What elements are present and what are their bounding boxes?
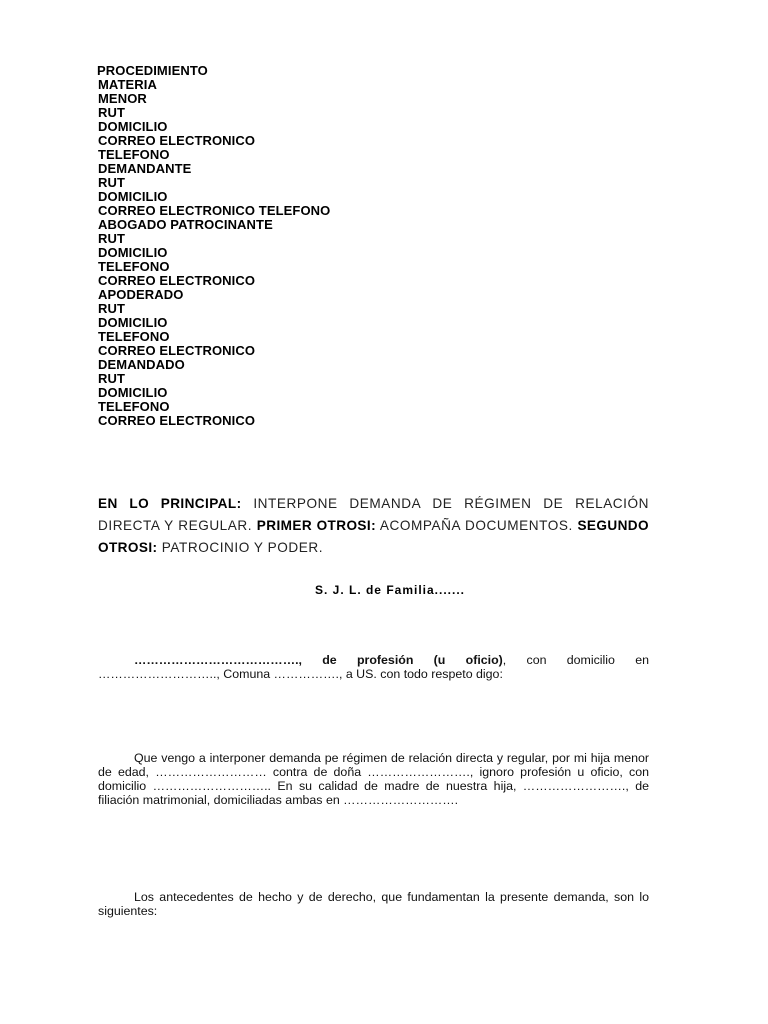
caption-line: CORREO ELECTRONICO bbox=[98, 273, 256, 288]
caption-line: RUT bbox=[98, 175, 126, 190]
caption-line: RUT bbox=[98, 301, 126, 316]
caption-line: PROCEDIMIENTO bbox=[97, 63, 208, 78]
caption-line: TELEFONO bbox=[98, 399, 170, 414]
caption-line: CORREO ELECTRONICO bbox=[98, 133, 256, 148]
paragraph-introduction bbox=[98, 653, 649, 681]
caption-line: DEMANDADO bbox=[98, 357, 185, 372]
caption-line: DOMICILIO bbox=[98, 189, 168, 204]
caption-line: TELEFONO bbox=[98, 259, 170, 274]
caption-line: RUT bbox=[98, 231, 126, 246]
court-addressee: S. J. L. de Familia....... bbox=[314, 583, 466, 597]
segundo-otrosi-text: PATROCINIO Y PODER. bbox=[157, 540, 324, 555]
caption-line: DOMICILIO bbox=[98, 245, 168, 260]
case-caption-list bbox=[98, 64, 498, 428]
caption-line: DOMICILIO bbox=[98, 385, 168, 400]
caption-line: RUT bbox=[98, 105, 126, 120]
sumilla-block bbox=[98, 493, 649, 559]
plaintiff-name-blank: …………………………………., bbox=[134, 653, 302, 667]
caption-line: DOMICILIO bbox=[98, 315, 168, 330]
segundo-otrosi-label: SEGUNDO OTROSI: bbox=[98, 518, 649, 555]
caption-line: APODERADO bbox=[98, 287, 184, 302]
caption-line: MENOR bbox=[98, 91, 147, 106]
introduction-rest: , con domicilio en ……………………….., Comuna ……………., a US. con todo respeto digo: bbox=[98, 653, 649, 681]
primer-otrosi-label: PRIMER OTROSI: bbox=[256, 518, 377, 533]
caption-line: DOMICILIO bbox=[98, 119, 168, 134]
caption-line: MATERIA bbox=[98, 77, 157, 92]
caption-line: CORREO ELECTRONICO bbox=[98, 413, 256, 428]
grounds-text: Los antecedentes de hecho y de derecho, que fundamentan la presente demanda, son lo siguientes: bbox=[98, 890, 649, 918]
paragraph-claim bbox=[98, 751, 649, 807]
caption-line: CORREO ELECTRONICO TELEFONO bbox=[98, 203, 331, 218]
claim-text: Que vengo a interponer demanda pe régimen de relación directa y regular, por mi hija menor de edad, ……………………… contra de doña ……………………., ignoro profesión u oficio, con domicilio ……………………….. En su calidad de madre de nuestra hija, ……………………., de filiación matrimonial, domiciliadas ambas en ………………………. bbox=[98, 751, 649, 807]
primer-otrosi-text: ACOMPAÑA DOCUMENTOS. bbox=[376, 518, 578, 533]
principal-label: EN LO PRINCIPAL: bbox=[98, 496, 242, 511]
principal-text: INTERPONE DEMANDA DE RÉGIMEN DE RELACIÓN DIRECTA Y REGULAR. bbox=[98, 496, 649, 533]
caption-line: RUT bbox=[98, 371, 126, 386]
caption-line: DEMANDANTE bbox=[98, 161, 192, 176]
caption-line: ABOGADO PATROCINANTE bbox=[98, 217, 273, 232]
paragraph-grounds bbox=[98, 890, 649, 918]
profession-label: de profesión (u oficio) bbox=[301, 653, 503, 667]
caption-line: CORREO ELECTRONICO bbox=[98, 343, 256, 358]
caption-line: TELEFONO bbox=[98, 147, 170, 162]
caption-line: TELEFONO bbox=[98, 329, 170, 344]
